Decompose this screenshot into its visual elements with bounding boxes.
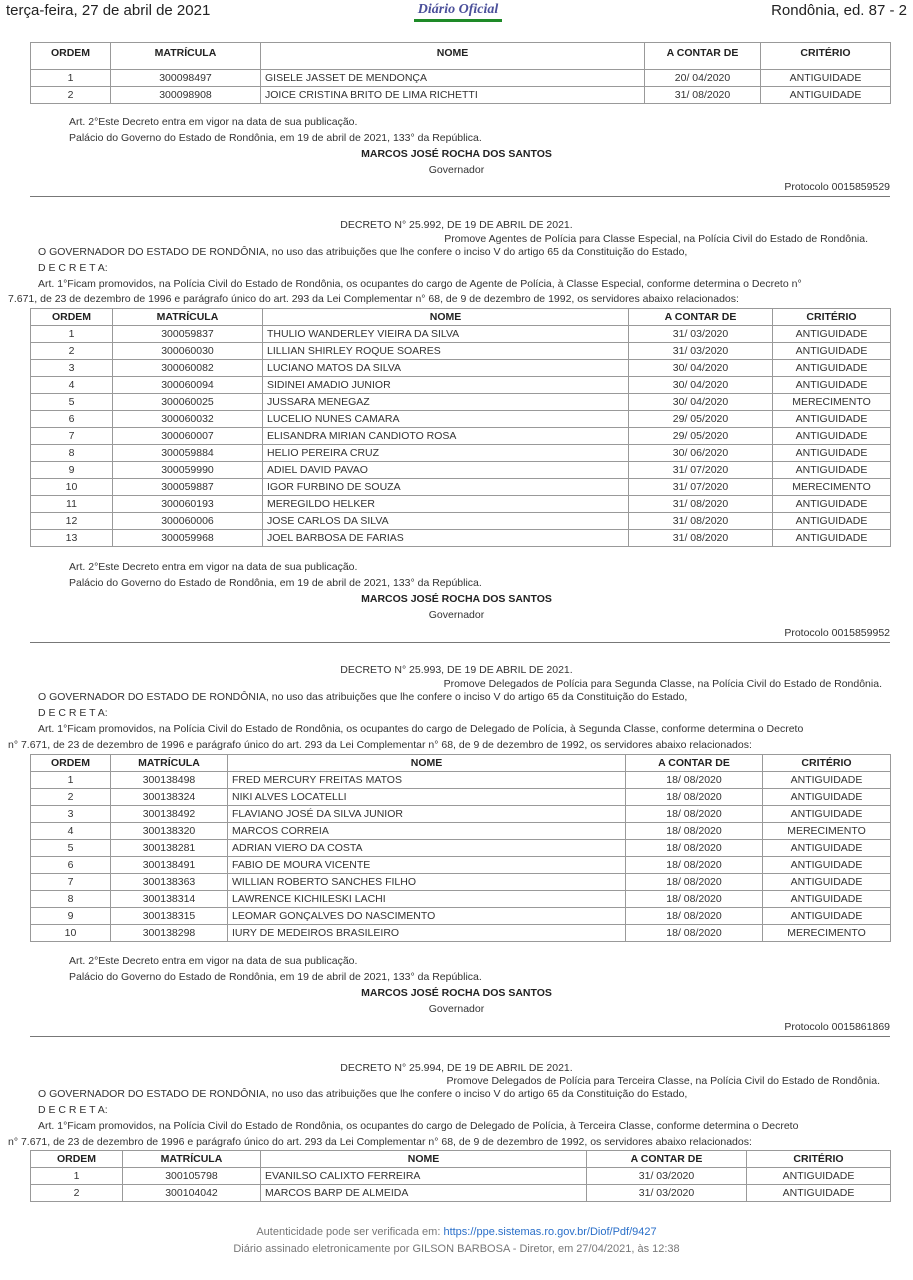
cell-criterio: ANTIGUIDADE — [773, 530, 891, 547]
table-header-row — [31, 755, 891, 772]
publication-date: terça-feira, 27 de abril de 2021 — [6, 2, 211, 19]
cell-ordem: 12 — [31, 513, 113, 530]
cell-ordem: 7 — [31, 874, 111, 891]
cell-matricula: 300138281 — [111, 840, 228, 857]
cell-a-contar-de: 29/ 05/2020 — [629, 428, 773, 445]
promotion-table — [30, 42, 891, 104]
cell-matricula: 300098497 — [111, 70, 261, 87]
cell-matricula: 300060032 — [113, 411, 263, 428]
signer-name: MARCOS JOSÉ ROCHA DOS SANTOS — [361, 987, 552, 999]
cell-ordem: 11 — [31, 496, 113, 513]
table-row — [31, 772, 891, 789]
diario-oficial-logo — [413, 2, 503, 22]
cell-ordem: 1 — [31, 70, 111, 87]
col-a-contar-de: A CONTAR DE — [629, 309, 773, 326]
decree-ementa: Promove Delegados de Polícia para Terceira Classe, na Polícia Civil do Estado de Rondônia. — [446, 1075, 880, 1087]
col-ordem: ORDEM — [31, 43, 111, 70]
cell-a-contar-de: 31/ 03/2020 — [587, 1168, 747, 1185]
cell-matricula: 300104042 — [123, 1185, 261, 1202]
cell-a-contar-de: 18/ 08/2020 — [626, 789, 763, 806]
table-row — [31, 857, 891, 874]
table-row — [31, 530, 891, 547]
cell-ordem: 1 — [31, 772, 111, 789]
cell-a-contar-de: 31/ 08/2020 — [629, 530, 773, 547]
cell-ordem: 2 — [31, 343, 113, 360]
table-row — [31, 789, 891, 806]
cell-matricula: 300138324 — [111, 789, 228, 806]
decree-title: DECRETO N° 25.994, DE 19 DE ABRIL DE 2021. — [340, 1062, 573, 1074]
preamble: O GOVERNADOR DO ESTADO DE RONDÔNIA, no uso das atribuições que lhe confere o inciso V do artigo 65 da Constituição do Estado, — [38, 1088, 688, 1100]
cell-nome: JUSSARA MENEGAZ — [263, 394, 629, 411]
cell-nome: ADIEL DAVID PAVAO — [263, 462, 629, 479]
signer-name: MARCOS JOSÉ ROCHA DOS SANTOS — [361, 148, 552, 160]
cell-criterio: ANTIGUIDADE — [763, 840, 891, 857]
table-row — [31, 1185, 891, 1202]
table-row — [31, 428, 891, 445]
col-nome: NOME — [261, 43, 645, 70]
cell-a-contar-de: 31/ 08/2020 — [629, 513, 773, 530]
cell-nome: MEREGILDO HELKER — [263, 496, 629, 513]
cell-criterio: ANTIGUIDADE — [763, 874, 891, 891]
cell-nome: EVANILSO CALIXTO FERREIRA — [261, 1168, 587, 1185]
cell-nome: JOICE CRISTINA BRITO DE LIMA RICHETTI — [261, 87, 645, 104]
cell-a-contar-de: 31/ 07/2020 — [629, 462, 773, 479]
table-row — [31, 891, 891, 908]
cell-nome: LEOMAR GONÇALVES DO NASCIMENTO — [228, 908, 626, 925]
col-matricula: MATRÍCULA — [111, 755, 228, 772]
decreta: D E C R E T A: — [38, 262, 108, 274]
cell-criterio: MERECIMENTO — [763, 823, 891, 840]
cell-matricula: 300060193 — [113, 496, 263, 513]
col-ordem: ORDEM — [31, 1151, 123, 1168]
cell-matricula: 300138314 — [111, 891, 228, 908]
cell-criterio: ANTIGUIDADE — [747, 1185, 891, 1202]
cell-ordem: 4 — [31, 823, 111, 840]
cell-criterio: ANTIGUIDADE — [773, 377, 891, 394]
cell-a-contar-de: 18/ 08/2020 — [626, 925, 763, 942]
table-row — [31, 462, 891, 479]
table-header-row — [31, 309, 891, 326]
col-nome: NOME — [263, 309, 629, 326]
col-a-contar-de: A CONTAR DE — [626, 755, 763, 772]
palacio-text: Palácio do Governo do Estado de Rondônia, em 19 de abril de 2021, 133° da República. — [69, 577, 482, 589]
art1-line1: Art. 1°Ficam promovidos, na Polícia Civil do Estado de Rondônia, os ocupantes do cargo de Agente de Polícia, à Classe Especial, conforme determina o Decreto n° — [38, 278, 802, 290]
cell-ordem: 6 — [31, 411, 113, 428]
cell-criterio: MERECIMENTO — [773, 394, 891, 411]
cell-a-contar-de: 18/ 08/2020 — [626, 840, 763, 857]
cell-a-contar-de: 30/ 04/2020 — [629, 377, 773, 394]
cell-ordem: 10 — [31, 925, 111, 942]
cell-ordem: 2 — [31, 1185, 123, 1202]
col-ordem: ORDEM — [31, 755, 111, 772]
cell-nome: IGOR FURBINO DE SOUZA — [263, 479, 629, 496]
table-row — [31, 925, 891, 942]
cell-ordem: 9 — [31, 462, 113, 479]
table-row — [31, 411, 891, 428]
table-row — [31, 479, 891, 496]
cell-nome: MARCOS BARP DE ALMEIDA — [261, 1185, 587, 1202]
signer-title: Governador — [428, 609, 485, 621]
cell-a-contar-de: 31/ 08/2020 — [645, 87, 761, 104]
section-divider — [30, 196, 890, 197]
table-row — [31, 496, 891, 513]
cell-a-contar-de: 18/ 08/2020 — [626, 891, 763, 908]
cell-matricula: 300138492 — [111, 806, 228, 823]
cell-a-contar-de: 20/ 04/2020 — [645, 70, 761, 87]
cell-ordem: 5 — [31, 394, 113, 411]
section-divider — [30, 642, 890, 643]
promotion-table — [30, 308, 891, 547]
col-criterio: CRITÉRIO — [763, 755, 891, 772]
decree-ementa: Promove Delegados de Polícia para Segunda Classe, na Polícia Civil do Estado de Rondônia. — [443, 678, 882, 690]
cell-criterio: ANTIGUIDADE — [773, 496, 891, 513]
logo-underline — [414, 19, 502, 22]
art1-line1: Art. 1°Ficam promovidos, na Polícia Civil do Estado de Rondônia, os ocupantes do cargo de Delegado de Polícia, à Segunda Classe, conforme determina o Decreto — [38, 723, 804, 735]
cell-matricula: 300098908 — [111, 87, 261, 104]
table-header-row — [31, 43, 891, 70]
signature-note: Diário assinado eletronicamente por GILSON BARBOSA - Diretor, em 27/04/2021, às 12:38 — [233, 1243, 680, 1255]
cell-matricula: 300138315 — [111, 908, 228, 925]
cell-ordem: 7 — [31, 428, 113, 445]
cell-matricula: 300059968 — [113, 530, 263, 547]
cell-ordem: 1 — [31, 326, 113, 343]
cell-a-contar-de: 31/ 03/2020 — [629, 343, 773, 360]
cell-a-contar-de: 30/ 06/2020 — [629, 445, 773, 462]
cell-a-contar-de: 30/ 04/2020 — [629, 360, 773, 377]
table-row — [31, 823, 891, 840]
palacio-text: Palácio do Governo do Estado de Rondônia, em 19 de abril de 2021, 133° da República. — [69, 971, 482, 983]
cell-nome: ADRIAN VIERO DA COSTA — [228, 840, 626, 857]
signer-title: Governador — [428, 164, 485, 176]
col-ordem: ORDEM — [31, 309, 113, 326]
preamble: O GOVERNADOR DO ESTADO DE RONDÔNIA, no uso das atribuições que lhe confere o inciso V do artigo 65 da Constituição do Estado, — [38, 246, 688, 258]
cell-nome: LUCELIO NUNES CAMARA — [263, 411, 629, 428]
promotion-table — [30, 754, 891, 942]
cell-matricula: 300138298 — [111, 925, 228, 942]
art1-line2: n° 7.671, de 23 de dezembro de 1996 e parágrafo único do art. 293 da Lei Complementar n° 68, de 9 de dezembro de 1992, os servidores abaixo relacionados: — [8, 739, 752, 751]
col-a-contar-de: A CONTAR DE — [587, 1151, 747, 1168]
cell-criterio: ANTIGUIDADE — [773, 411, 891, 428]
cell-matricula: 300060082 — [113, 360, 263, 377]
cell-criterio: ANTIGUIDADE — [773, 360, 891, 377]
col-nome: NOME — [228, 755, 626, 772]
cell-ordem: 3 — [31, 360, 113, 377]
decreta: D E C R E T A: — [38, 1104, 108, 1116]
cell-criterio: ANTIGUIDADE — [773, 343, 891, 360]
cell-matricula: 300138320 — [111, 823, 228, 840]
table-row — [31, 1168, 891, 1185]
table-row — [31, 806, 891, 823]
cell-nome: THULIO WANDERLEY VIEIRA DA SILVA — [263, 326, 629, 343]
cell-nome: LAWRENCE KICHILESKI LACHI — [228, 891, 626, 908]
table-row — [31, 360, 891, 377]
cell-matricula: 300060094 — [113, 377, 263, 394]
cell-criterio: ANTIGUIDADE — [773, 462, 891, 479]
signer-title: Governador — [428, 1003, 485, 1015]
col-matricula: MATRÍCULA — [113, 309, 263, 326]
cell-criterio: ANTIGUIDADE — [773, 326, 891, 343]
cell-nome: NIKI ALVES LOCATELLI — [228, 789, 626, 806]
cell-ordem: 3 — [31, 806, 111, 823]
cell-nome: FLAVIANO JOSÉ DA SILVA JUNIOR — [228, 806, 626, 823]
cell-criterio: ANTIGUIDADE — [761, 87, 891, 104]
cell-nome: FABIO DE MOURA VICENTE — [228, 857, 626, 874]
logo-text: Diário Oficial — [417, 2, 499, 17]
cell-criterio: MERECIMENTO — [773, 479, 891, 496]
cell-criterio: ANTIGUIDADE — [763, 857, 891, 874]
cell-criterio: ANTIGUIDADE — [763, 908, 891, 925]
cell-ordem: 1 — [31, 1168, 123, 1185]
art1-line2: 7.671, de 23 de dezembro de 1996 e parágrafo único do art. 293 da Lei Complementar n° 68, de 9 de dezembro de 1992, os servidores abaixo relacionados: — [8, 293, 739, 305]
art2-text: Art. 2°Este Decreto entra em vigor na data de sua publicação. — [69, 561, 358, 573]
col-criterio: CRITÉRIO — [747, 1151, 891, 1168]
palacio-text: Palácio do Governo do Estado de Rondônia, em 19 de abril de 2021, 133° da República. — [69, 132, 482, 144]
cell-matricula: 300059887 — [113, 479, 263, 496]
cell-nome: HELIO PEREIRA CRUZ — [263, 445, 629, 462]
cell-a-contar-de: 30/ 04/2020 — [629, 394, 773, 411]
cell-a-contar-de: 31/ 07/2020 — [629, 479, 773, 496]
cell-matricula: 300059837 — [113, 326, 263, 343]
cell-matricula: 300138498 — [111, 772, 228, 789]
cell-nome: LUCIANO MATOS DA SILVA — [263, 360, 629, 377]
page-header — [0, 0, 913, 24]
cell-criterio: ANTIGUIDADE — [763, 772, 891, 789]
cell-criterio: ANTIGUIDADE — [763, 891, 891, 908]
cell-matricula: 300105798 — [123, 1168, 261, 1185]
cell-ordem: 2 — [31, 789, 111, 806]
edition-info: Rondônia, ed. 87 - 2 — [771, 2, 907, 19]
col-criterio: CRITÉRIO — [761, 43, 891, 70]
section-divider — [30, 1036, 890, 1037]
cell-matricula: 300138491 — [111, 857, 228, 874]
protocolo: Protocolo 0015861869 — [784, 1021, 890, 1033]
cell-nome: IURY DE MEDEIROS BRASILEIRO — [228, 925, 626, 942]
cell-a-contar-de: 31/ 08/2020 — [629, 496, 773, 513]
cell-a-contar-de: 31/ 03/2020 — [629, 326, 773, 343]
cell-matricula: 300138363 — [111, 874, 228, 891]
table-row — [31, 326, 891, 343]
cell-a-contar-de: 29/ 05/2020 — [629, 411, 773, 428]
cell-criterio: MERECIMENTO — [763, 925, 891, 942]
decree-ementa: Promove Agentes de Polícia para Classe Especial, na Polícia Civil do Estado de Rondônia. — [444, 233, 868, 245]
cell-nome: LILLIAN SHIRLEY ROQUE SOARES — [263, 343, 629, 360]
cell-matricula: 300060006 — [113, 513, 263, 530]
cell-ordem: 6 — [31, 857, 111, 874]
cell-ordem: 9 — [31, 908, 111, 925]
col-a-contar-de: A CONTAR DE — [645, 43, 761, 70]
art2-text: Art. 2°Este Decreto entra em vigor na data de sua publicação. — [69, 955, 358, 967]
col-nome: NOME — [261, 1151, 587, 1168]
cell-criterio: ANTIGUIDADE — [773, 445, 891, 462]
cell-nome: JOEL BARBOSA DE FARIAS — [263, 530, 629, 547]
protocolo: Protocolo 0015859529 — [784, 181, 890, 193]
cell-criterio: ANTIGUIDADE — [773, 428, 891, 445]
cell-nome: SIDINEI AMADIO JUNIOR — [263, 377, 629, 394]
cell-matricula: 300060007 — [113, 428, 263, 445]
table-header-row — [31, 1151, 891, 1168]
art1-line1: Art. 1°Ficam promovidos, na Polícia Civil do Estado de Rondônia, os ocupantes do cargo de Delegado de Polícia, à Terceira Classe, conforme determina o Decreto — [38, 1120, 799, 1132]
cell-nome: FRED MERCURY FREITAS MATOS — [228, 772, 626, 789]
cell-ordem: 4 — [31, 377, 113, 394]
table-row — [31, 513, 891, 530]
cell-matricula: 300059884 — [113, 445, 263, 462]
cell-a-contar-de: 18/ 08/2020 — [626, 874, 763, 891]
signer-name: MARCOS JOSÉ ROCHA DOS SANTOS — [361, 593, 552, 605]
decree-title: DECRETO N° 25.993, DE 19 DE ABRIL DE 2021. — [340, 664, 573, 676]
table-row — [31, 445, 891, 462]
col-matricula: MATRÍCULA — [123, 1151, 261, 1168]
cell-ordem: 13 — [31, 530, 113, 547]
cell-criterio: ANTIGUIDADE — [773, 513, 891, 530]
cell-nome: ELISANDRA MIRIAN CANDIOTO ROSA — [263, 428, 629, 445]
decree-title: DECRETO N° 25.992, DE 19 DE ABRIL DE 2021. — [340, 219, 573, 231]
cell-a-contar-de: 18/ 08/2020 — [626, 908, 763, 925]
cell-matricula: 300060025 — [113, 394, 263, 411]
cell-matricula: 300060030 — [113, 343, 263, 360]
cell-matricula: 300059990 — [113, 462, 263, 479]
auth-link[interactable]: https://ppe.sistemas.ro.gov.br/Diof/Pdf/9427 — [443, 1226, 657, 1238]
cell-nome: MARCOS CORREIA — [228, 823, 626, 840]
authenticity-note — [0, 1226, 913, 1238]
auth-prefix: Autenticidade pode ser verificada em: — [256, 1226, 444, 1238]
cell-nome: WILLIAN ROBERTO SANCHES FILHO — [228, 874, 626, 891]
cell-a-contar-de: 31/ 03/2020 — [587, 1185, 747, 1202]
cell-ordem: 2 — [31, 87, 111, 104]
cell-nome: GISELE JASSET DE MENDONÇA — [261, 70, 645, 87]
table-row — [31, 87, 891, 104]
cell-a-contar-de: 18/ 08/2020 — [626, 772, 763, 789]
cell-a-contar-de: 18/ 08/2020 — [626, 806, 763, 823]
preamble: O GOVERNADOR DO ESTADO DE RONDÔNIA, no uso das atribuições que lhe confere o inciso V do artigo 65 da Constituição do Estado, — [38, 691, 688, 703]
cell-ordem: 8 — [31, 445, 113, 462]
table-row — [31, 377, 891, 394]
col-criterio: CRITÉRIO — [773, 309, 891, 326]
cell-criterio: ANTIGUIDADE — [761, 70, 891, 87]
cell-criterio: ANTIGUIDADE — [747, 1168, 891, 1185]
decreta: D E C R E T A: — [38, 707, 108, 719]
cell-nome: JOSE CARLOS DA SILVA — [263, 513, 629, 530]
cell-criterio: ANTIGUIDADE — [763, 789, 891, 806]
col-matricula: MATRÍCULA — [111, 43, 261, 70]
art2-text: Art. 2°Este Decreto entra em vigor na data de sua publicação. — [69, 116, 358, 128]
table-row — [31, 874, 891, 891]
table-row — [31, 908, 891, 925]
table-row — [31, 394, 891, 411]
cell-a-contar-de: 18/ 08/2020 — [626, 823, 763, 840]
cell-ordem: 8 — [31, 891, 111, 908]
table-row — [31, 840, 891, 857]
table-row — [31, 343, 891, 360]
cell-criterio: ANTIGUIDADE — [763, 806, 891, 823]
art1-line2: n° 7.671, de 23 de dezembro de 1996 e parágrafo único do art. 293 da Lei Complementar n° 68, de 9 de dezembro de 1992, os servidores abaixo relacionados: — [8, 1136, 752, 1148]
cell-ordem: 5 — [31, 840, 111, 857]
protocolo: Protocolo 0015859952 — [784, 627, 890, 639]
cell-ordem: 10 — [31, 479, 113, 496]
table-row — [31, 70, 891, 87]
promotion-table — [30, 1150, 891, 1202]
cell-a-contar-de: 18/ 08/2020 — [626, 857, 763, 874]
